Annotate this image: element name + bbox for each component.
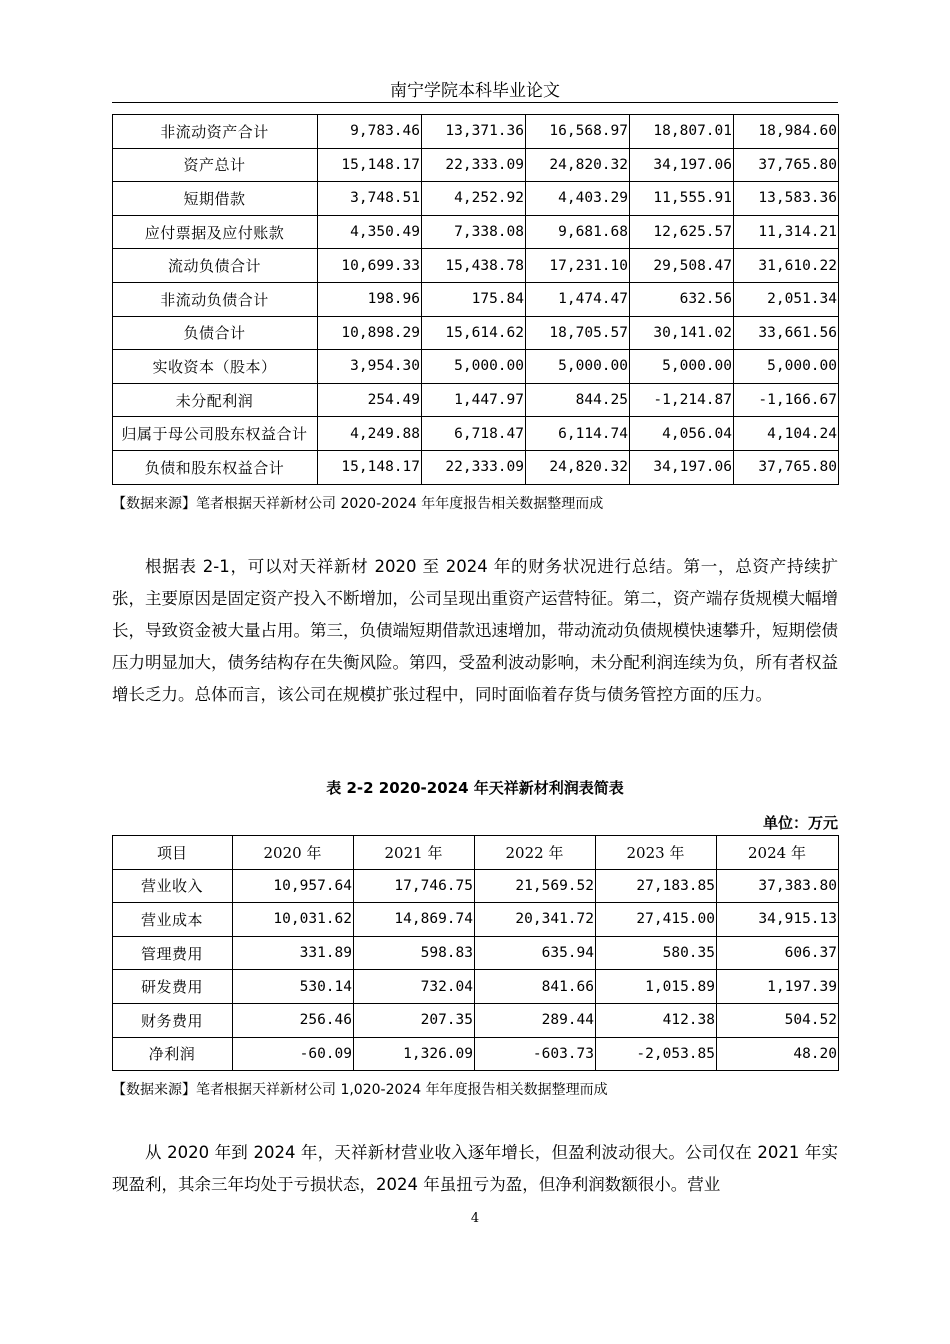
value-cell: 5,000.00: [422, 350, 526, 384]
value-cell: 331.89: [233, 936, 354, 970]
row-label-cell: 短期借款: [113, 182, 318, 216]
body-paragraph-1: 根据表 2-1，可以对天祥新材 2020 至 2024 年的财务状况进行总结。第一，总资产持续扩张，主要原因是固定资产投入不断增加，公司呈现出重资产运营特征。第二，资产端存货规模大幅增长，导致资金被大量占用。第三，负债端短期借款迅速增加，带动流动负债规模快速攀升，短期偿债压力明显加大，债务结构存在失衡风险。第四，受盈利波动影响，未分配利润连续为负，所有者权益增长乏力。总体而言，该公司在规模扩张过程中，同时面临着存货与债务管控方面的压力。: [112, 557, 838, 704]
value-cell: 412.38: [596, 1003, 717, 1037]
table-row: [113, 148, 839, 182]
row-label-cell: 实收资本（股本）: [113, 350, 318, 384]
balance-sheet-table: [112, 114, 839, 485]
table-row: [113, 450, 839, 484]
value-cell: 21,569.52: [475, 869, 596, 903]
row-label-cell: 管理费用: [113, 936, 233, 970]
row-label-cell: 营业成本: [113, 903, 233, 937]
value-cell: 4,252.92: [422, 182, 526, 216]
value-cell: 2,051.34: [734, 282, 839, 316]
value-cell: 11,555.91: [630, 182, 734, 216]
value-cell: 1,447.97: [422, 383, 526, 417]
row-label-cell: 应付票据及应付账款: [113, 215, 318, 249]
income-statement-table: [112, 835, 839, 1071]
table-row: [113, 249, 839, 283]
header-cell: 2022 年: [475, 836, 596, 870]
table-row: [113, 936, 839, 970]
value-cell: -1,214.87: [630, 383, 734, 417]
value-cell: 606.37: [717, 936, 839, 970]
value-cell: 9,783.46: [318, 115, 422, 149]
table-header-row: [113, 836, 839, 870]
header-cell: 2020 年: [233, 836, 354, 870]
value-cell: 4,403.29: [526, 182, 630, 216]
header-cell: 2021 年: [354, 836, 475, 870]
value-cell: 15,148.17: [318, 450, 422, 484]
value-cell: 4,249.88: [318, 417, 422, 451]
header-cell: 2023 年: [596, 836, 717, 870]
value-cell: 6,114.74: [526, 417, 630, 451]
value-cell: 33,661.56: [734, 316, 839, 350]
value-cell: 635.94: [475, 936, 596, 970]
row-label-cell: 非流动负债合计: [113, 282, 318, 316]
value-cell: 48.20: [717, 1037, 839, 1071]
value-cell: 13,371.36: [422, 115, 526, 149]
value-cell: 9,681.68: [526, 215, 630, 249]
value-cell: 254.49: [318, 383, 422, 417]
value-cell: 17,231.10: [526, 249, 630, 283]
row-label-cell: 归属于母公司股东权益合计: [113, 417, 318, 451]
value-cell: 175.84: [422, 282, 526, 316]
value-cell: 15,148.17: [318, 148, 422, 182]
value-cell: 31,610.22: [734, 249, 839, 283]
value-cell: 29,508.47: [630, 249, 734, 283]
value-cell: 5,000.00: [734, 350, 839, 384]
value-cell: 198.96: [318, 282, 422, 316]
value-cell: 24,820.32: [526, 450, 630, 484]
value-cell: 12,625.57: [630, 215, 734, 249]
value-cell: 580.35: [596, 936, 717, 970]
value-cell: 530.14: [233, 970, 354, 1004]
value-cell: 4,056.04: [630, 417, 734, 451]
value-cell: 207.35: [354, 1003, 475, 1037]
value-cell: 256.46: [233, 1003, 354, 1037]
value-cell: 37,765.80: [734, 148, 839, 182]
value-cell: 18,807.01: [630, 115, 734, 149]
value-cell: 598.83: [354, 936, 475, 970]
row-label-cell: 负债和股东权益合计: [113, 450, 318, 484]
table-row: [113, 869, 839, 903]
value-cell: 22,333.09: [422, 450, 526, 484]
value-cell: 30,141.02: [630, 316, 734, 350]
value-cell: 24,820.32: [526, 148, 630, 182]
value-cell: 15,438.78: [422, 249, 526, 283]
value-cell: 289.44: [475, 1003, 596, 1037]
table-row: [113, 903, 839, 937]
row-label-cell: 负债合计: [113, 316, 318, 350]
table-row: [113, 383, 839, 417]
value-cell: 10,898.29: [318, 316, 422, 350]
value-cell: 34,915.13: [717, 903, 839, 937]
balance-table-source-note: 【数据来源】笔者根据天祥新材公司 2020-2024 年年度报告相关数据整理而成: [112, 496, 604, 512]
table-row: [113, 1037, 839, 1071]
row-label-cell: 营业收入: [113, 869, 233, 903]
income-table-source-note: 【数据来源】笔者根据天祥新材公司 1,020-2024 年年度报告相关数据整理而成: [112, 1082, 608, 1098]
row-label-cell: 资产总计: [113, 148, 318, 182]
value-cell: -2,053.85: [596, 1037, 717, 1071]
value-cell: 504.52: [717, 1003, 839, 1037]
row-label-cell: 财务费用: [113, 1003, 233, 1037]
value-cell: 5,000.00: [526, 350, 630, 384]
page-header-title: 南宁学院本科毕业论文: [390, 81, 560, 101]
page-number: 4: [470, 1211, 480, 1226]
table-row: [113, 970, 839, 1004]
value-cell: 15,614.62: [422, 316, 526, 350]
table-row: [113, 182, 839, 216]
value-cell: 10,699.33: [318, 249, 422, 283]
value-cell: 5,000.00: [630, 350, 734, 384]
value-cell: -603.73: [475, 1037, 596, 1071]
value-cell: 10,031.62: [233, 903, 354, 937]
value-cell: 732.04: [354, 970, 475, 1004]
value-cell: 16,568.97: [526, 115, 630, 149]
value-cell: 11,314.21: [734, 215, 839, 249]
table-row: [113, 417, 839, 451]
value-cell: 632.56: [630, 282, 734, 316]
table-caption: 表 2-2 2020-2024 年天祥新材利润表简表: [326, 779, 624, 797]
table-row: [113, 215, 839, 249]
table-row: [113, 282, 839, 316]
table-row: [113, 316, 839, 350]
value-cell: 37,765.80: [734, 450, 839, 484]
value-cell: -1,166.67: [734, 383, 839, 417]
value-cell: 844.25: [526, 383, 630, 417]
value-cell: 13,583.36: [734, 182, 839, 216]
value-cell: 10,957.64: [233, 869, 354, 903]
value-cell: 3,954.30: [318, 350, 422, 384]
header-divider: [112, 102, 838, 103]
table-row: [113, 1003, 839, 1037]
value-cell: 6,718.47: [422, 417, 526, 451]
value-cell: 1,197.39: [717, 970, 839, 1004]
body-paragraph-2: 从 2020 年到 2024 年，天祥新材营业收入逐年增长，但盈利波动很大。公司仅在 2021 年实现盈利，其余三年均处于亏损状态，2024 年虽扭亏为盈，但净利润数额很小。营业: [112, 1143, 838, 1194]
row-label-cell: 非流动资产合计: [113, 115, 318, 149]
value-cell: 27,415.00: [596, 903, 717, 937]
value-cell: 4,350.49: [318, 215, 422, 249]
row-label-cell: 净利润: [113, 1037, 233, 1071]
value-cell: 34,197.06: [630, 148, 734, 182]
value-cell: 27,183.85: [596, 869, 717, 903]
value-cell: 20,341.72: [475, 903, 596, 937]
value-cell: 1,015.89: [596, 970, 717, 1004]
value-cell: 34,197.06: [630, 450, 734, 484]
value-cell: 4,104.24: [734, 417, 839, 451]
value-cell: 14,869.74: [354, 903, 475, 937]
value-cell: 7,338.08: [422, 215, 526, 249]
table-row: [113, 115, 839, 149]
value-cell: 22,333.09: [422, 148, 526, 182]
value-cell: 1,326.09: [354, 1037, 475, 1071]
table-unit-label: 单位：万元: [762, 814, 838, 832]
value-cell: 18,705.57: [526, 316, 630, 350]
header-cell: 2024 年: [717, 836, 839, 870]
value-cell: 841.66: [475, 970, 596, 1004]
value-cell: 37,383.80: [717, 869, 839, 903]
value-cell: 3,748.51: [318, 182, 422, 216]
row-label-cell: 流动负债合计: [113, 249, 318, 283]
value-cell: 18,984.60: [734, 115, 839, 149]
value-cell: -60.09: [233, 1037, 354, 1071]
value-cell: 17,746.75: [354, 869, 475, 903]
row-label-cell: 研发费用: [113, 970, 233, 1004]
table-row: [113, 350, 839, 384]
value-cell: 1,474.47: [526, 282, 630, 316]
row-label-cell: 未分配利润: [113, 383, 318, 417]
header-cell: 项目: [113, 836, 233, 870]
